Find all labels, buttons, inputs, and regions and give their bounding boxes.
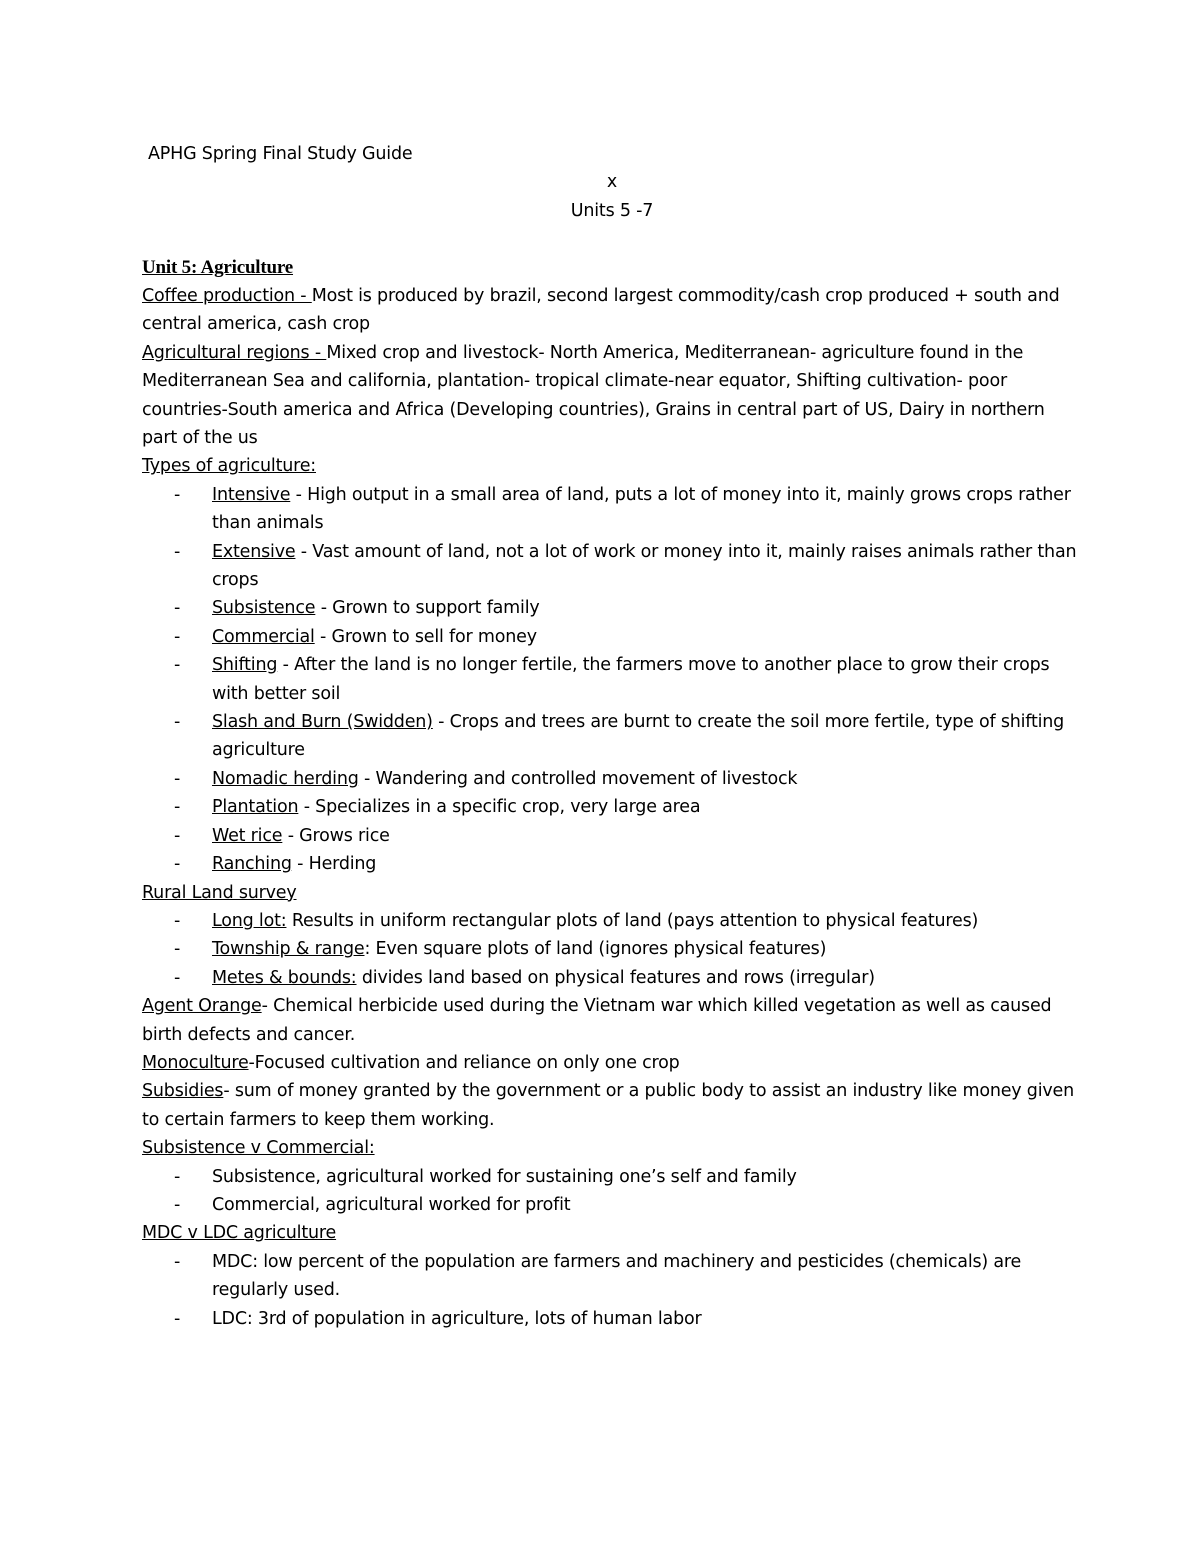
list-item-text: - After the land is no longer fertile, the farmers move to another place to grow their crops with better soil bbox=[212, 655, 1050, 704]
types-of-agriculture-list bbox=[142, 481, 1082, 879]
blank-line bbox=[142, 225, 1082, 253]
document-title: APHG Spring Final Study Guide bbox=[148, 144, 413, 164]
list-item-text: Commercial, agricultural worked for profit bbox=[212, 1194, 571, 1215]
unit-heading: Unit 5: Agriculture bbox=[142, 256, 294, 278]
definition-coffee-production: Most is produced by brazil, second largest commodity/cash crop produced + south and central america, cash crop bbox=[142, 285, 1060, 335]
coffee-production-paragraph bbox=[142, 282, 1082, 339]
dash-bullet: - bbox=[174, 1308, 181, 1329]
list-item-term: Slash and Burn (Swidden) bbox=[212, 712, 433, 733]
dash-bullet: - bbox=[174, 854, 181, 875]
agent-orange-paragraph bbox=[142, 992, 1082, 1049]
list-item-text: : Even square plots of land (ignores physical features) bbox=[364, 939, 827, 960]
subsistence-v-commercial-list bbox=[142, 1163, 1082, 1220]
list-item bbox=[142, 850, 1082, 878]
term-subsidies: Subsidies bbox=[142, 1081, 224, 1102]
list-item-term: Commercial bbox=[212, 626, 315, 647]
list-item-text: - Specializes in a specific crop, very large area bbox=[298, 797, 701, 818]
document-subtitle: Units 5 -7 bbox=[570, 200, 654, 221]
list-item bbox=[142, 481, 1082, 538]
list-item-term: Township & range bbox=[212, 939, 365, 960]
list-item bbox=[142, 964, 1082, 992]
list-item bbox=[142, 793, 1082, 821]
title-mark: x bbox=[606, 172, 618, 193]
dash-bullet: - bbox=[174, 626, 181, 647]
monoculture-paragraph bbox=[142, 1049, 1082, 1077]
subsidies-paragraph bbox=[142, 1077, 1082, 1134]
mdc-v-ldc-heading: MDC v LDC agriculture bbox=[142, 1223, 337, 1244]
dash-bullet: - bbox=[174, 939, 181, 960]
mdc-v-ldc-list bbox=[142, 1248, 1082, 1333]
list-item-text: - High output in a small area of land, puts a lot of money into it, mainly grows crops rather than animals bbox=[212, 484, 1071, 534]
list-item bbox=[142, 594, 1082, 622]
term-coffee-production: Coffee production - bbox=[142, 285, 312, 306]
list-item-text: - Grows rice bbox=[282, 825, 390, 846]
types-of-agriculture-heading: Types of agriculture: bbox=[142, 456, 316, 477]
list-item bbox=[142, 765, 1082, 793]
rural-land-survey-heading: Rural Land survey bbox=[142, 882, 297, 903]
agricultural-regions-paragraph bbox=[142, 339, 1082, 453]
list-item bbox=[142, 1248, 1082, 1305]
term-agricultural-regions: Agricultural regions - bbox=[142, 342, 327, 363]
list-item-term: Nomadic herding bbox=[212, 768, 359, 789]
dash-bullet: - bbox=[174, 967, 181, 988]
list-item bbox=[142, 1163, 1082, 1191]
term-agent-orange: Agent Orange bbox=[142, 996, 262, 1017]
dash-bullet: - bbox=[174, 484, 181, 505]
dash-bullet: - bbox=[174, 1251, 181, 1272]
list-item-term: Metes & bounds: bbox=[212, 967, 357, 988]
list-item-term: Ranching bbox=[212, 854, 292, 875]
list-item-text: - Wandering and controlled movement of livestock bbox=[358, 768, 798, 789]
list-item-text: Results in uniform rectangular plots of land (pays attention to physical features) bbox=[286, 910, 979, 931]
list-item-term: Intensive bbox=[212, 484, 291, 505]
list-item bbox=[142, 708, 1082, 765]
list-item-text: - Grown to support family bbox=[315, 598, 540, 619]
list-item bbox=[142, 651, 1082, 708]
dash-bullet: - bbox=[174, 712, 181, 733]
rural-land-survey-list bbox=[142, 907, 1082, 992]
list-item-text: MDC: low percent of the population are farmers and machinery and pesticides (chemicals) are regularly used. bbox=[212, 1251, 1022, 1301]
list-item-term: Subsistence bbox=[212, 598, 316, 619]
list-item-term: Wet rice bbox=[212, 825, 283, 846]
dash-bullet: - bbox=[174, 541, 181, 562]
definition-agent-orange: - Chemical herbicide used during the Vietnam war which killed vegetation as well as caused birth defects and cancer. bbox=[142, 996, 1052, 1045]
list-item-text: - Vast amount of land, not a lot of work or money into it, mainly raises animals rather than crops bbox=[212, 541, 1077, 591]
dash-bullet: - bbox=[174, 655, 181, 676]
list-item bbox=[142, 623, 1082, 651]
list-item bbox=[142, 1305, 1082, 1333]
definition-monoculture: -Focused cultivation and reliance on only one crop bbox=[248, 1052, 680, 1073]
list-item-text: - Crops and trees are burnt to create the soil more fertile, type of shifting agriculture bbox=[212, 712, 1065, 761]
list-item bbox=[142, 822, 1082, 850]
dash-bullet: - bbox=[174, 1194, 181, 1215]
dash-bullet: - bbox=[174, 910, 181, 931]
list-item-text: - Grown to sell for money bbox=[314, 626, 537, 647]
list-item bbox=[142, 935, 1082, 963]
term-monoculture: Monoculture bbox=[142, 1052, 249, 1073]
list-item-term: Long lot: bbox=[212, 910, 287, 931]
list-item-text: Subsistence, agricultural worked for sustaining one’s self and family bbox=[212, 1166, 797, 1187]
list-item-text: LDC: 3rd of population in agriculture, lots of human labor bbox=[212, 1308, 702, 1329]
list-item bbox=[142, 907, 1082, 935]
dash-bullet: - bbox=[174, 797, 181, 818]
subsistence-v-commercial-heading: Subsistence v Commercial: bbox=[142, 1138, 375, 1159]
dash-bullet: - bbox=[174, 1166, 181, 1187]
list-item-term: Shifting bbox=[212, 655, 278, 676]
list-item-term: Extensive bbox=[212, 541, 296, 562]
list-item bbox=[142, 538, 1082, 595]
list-item-term: Plantation bbox=[212, 797, 299, 818]
definition-agricultural-regions: Mixed crop and livestock- North America, Mediterranean- agriculture found in the Mediterranean Sea and california, plantation- tropical climate-near equator, Shifting cultivation- poor countries-South america and Africa (Developing countries), Grains in central part of US, Dairy in northern part of the us bbox=[142, 342, 1045, 448]
list-item-text: divides land based on physical features and rows (irregular) bbox=[356, 967, 875, 988]
definition-subsidies: - sum of money granted by the government or a public body to assist an industry like money given to certain farmers to keep them working. bbox=[142, 1081, 1074, 1130]
list-item-text: - Herding bbox=[291, 854, 377, 875]
dash-bullet: - bbox=[174, 598, 181, 619]
document-page bbox=[142, 140, 1082, 1333]
dash-bullet: - bbox=[174, 825, 181, 846]
list-item bbox=[142, 1191, 1082, 1219]
dash-bullet: - bbox=[174, 768, 181, 789]
